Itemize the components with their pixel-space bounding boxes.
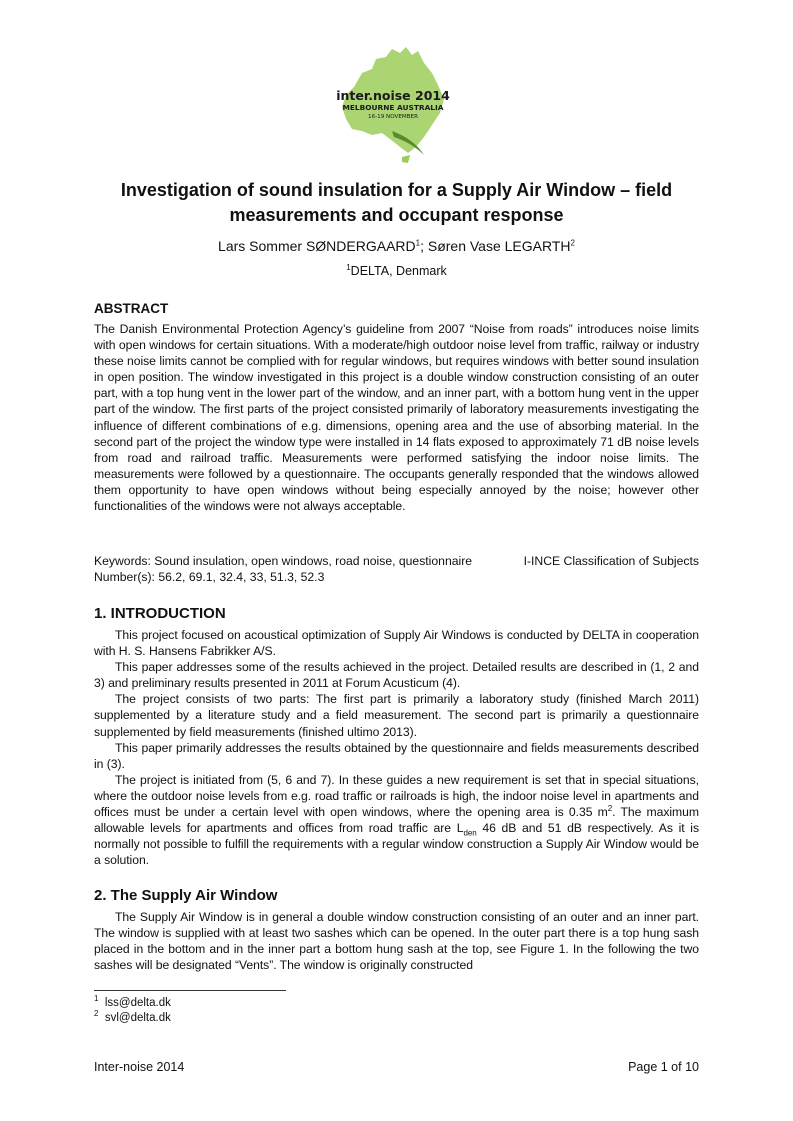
affiliation — [80, 264, 713, 278]
logo-text-line1: inter.noise 2014 — [336, 88, 450, 103]
logo-text-line2: MELBOURNE AUSTRALIA — [342, 103, 444, 112]
footer-conference: Inter-noise 2014 — [94, 1060, 185, 1074]
author-2-name: Søren Vase LEGARTH — [427, 238, 571, 254]
author-1-affil-mark: 1 — [415, 238, 421, 248]
classification-numbers: Number(s): 56.2, 69.1, 32.4, 33, 51.3, 52.3 — [94, 570, 325, 585]
footnote-1 — [94, 996, 171, 1011]
logo-text-line3: 16-19 NOVEMBER — [368, 114, 418, 120]
footnote-2 — [94, 1011, 171, 1026]
affiliation-mark: 1 — [346, 262, 351, 272]
section-1-body — [94, 627, 699, 868]
footnote-2-mark: 2 — [94, 1009, 99, 1019]
author-separator: ; — [420, 238, 428, 254]
footnote-divider — [94, 990, 286, 991]
section-1-paragraph: This paper primarily addresses the results obtained by the questionnaire and fields measurements described in (3). — [94, 740, 699, 771]
footnote-1-email: lss@delta.dk — [104, 997, 171, 1009]
footnote-1-mark: 1 — [94, 994, 99, 1004]
section-1-paragraph — [94, 772, 699, 869]
section-2-body — [94, 909, 699, 973]
keywords-left: Keywords: Sound insulation, open windows, road noise, questionnaire — [94, 554, 473, 568]
author-2-affil-mark: 2 — [570, 238, 575, 248]
tasmania-shape — [402, 155, 410, 163]
p5-part-b: . The maximum allowable levels for apartments and offices from road traffic are L — [94, 805, 699, 836]
paper-title: Investigation of sound insulation for a Supply Air Window – field measurements and occupant response — [120, 180, 673, 225]
p5-part-c: 46 dB and 51 dB respectively. As it is normally not possible to fulfill the requirements with a regular window construction a Supply Air Window would be a solution. — [94, 821, 700, 868]
section-2-heading: 2. The Supply Air Window — [94, 887, 278, 904]
author-1-name: Lars Sommer SØNDERGAARD — [218, 238, 416, 254]
section-1-paragraph: This paper addresses some of the results achieved in the project. Detailed results are described in (1, 2 and 3) and preliminary results presented in 2011 at Forum Acusticum (4). — [94, 660, 699, 691]
abstract-heading: ABSTRACT — [94, 301, 169, 316]
p5-part-a: The project is initiated from (5, 6 and 7). In these guides a new requirement is set that in special situations, where the outdoor noise levels from e.g. road traffic or railroads is high, the indoor noise level in apartments and offices must be under a certain level with open windows, where the opening area is 0.35 m — [94, 772, 699, 820]
section-2-paragraph: The Supply Air Window is in general a double window construction consisting of an outer and an inner part. The window is supplied with at least two sashes which can be opened. In the outer part there is a top hung sash placed in the bottom and in the inner part a bottom hung sash at the top, see Figure 1. In the following the two sashes will be designated “Vents”. The window is originally constructed — [94, 910, 699, 973]
classification-label: I-INCE Classification of Subjects — [523, 554, 699, 568]
affiliation-text: DELTA, Denmark — [350, 264, 447, 278]
area-unit-superscript: 2 — [607, 803, 613, 813]
keywords-block — [94, 553, 699, 585]
authors-line — [80, 238, 713, 254]
footnote-2-email: svl@delta.dk — [104, 1012, 171, 1024]
abstract-text: The Danish Environmental Protection Agency’s guideline from 2007 “Noise from roads” introduces noise limits with open windows for certain situations. With a moderate/high outdoor noise level from traffic, railway or industry these noise limits cannot be complied with for regular windows, but requires windows with better sound insulation in open position. The window investigated in this project is a double window construction consisting of an outer part, with a top hung vent in the lower part of the window, and an inner part, with a bottom hung vent in the upper part of the window. The first parts of the project consisted primarily of laboratory measurements investigating the influence of different combinations of e.g. dimensions, opening area and the use of absorbing material. In the second part of the project the window type were installed in 14 flats exposed to approximately 71 dB noise levels from road and railroad traffic. Measurements were performed satisfying the indoor noise limits. The measurements were followed by a questionnaire. The occupants generally responded that the windows allowed them opportunity to have open windows without being especially annoyed by the noise; however other functionalities of the windows were not always acceptable. — [94, 322, 699, 514]
lden-subscript: den — [463, 828, 477, 838]
conference-logo — [332, 43, 454, 165]
section-1-paragraph: The project consists of two parts: The first part is primarily a laboratory study (finished March 2011) supplemented by a literature study and a field measurement. The second part is primarily a questionnaire supplemented by field measurements (finished ultimo 2013). — [94, 692, 699, 739]
section-1-heading: 1. INTRODUCTION — [94, 605, 226, 622]
footer-page-number: Page 1 of 10 — [628, 1060, 699, 1074]
section-1-paragraph: This project focused on acoustical optimization of Supply Air Windows is conducted by DELTA in cooperation with H. S. Hansens Fabrikker A/S. — [94, 628, 699, 659]
